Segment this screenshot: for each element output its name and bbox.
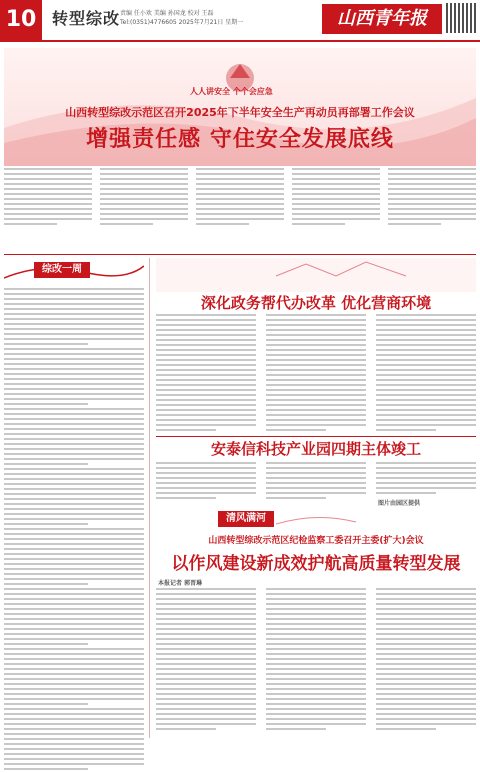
lead-col-1 [4, 168, 92, 228]
header-info-line2: Tel:(0351)4776605 2025年7月21日 星期一 [120, 19, 244, 26]
article3-col-1 [156, 462, 256, 502]
weekly-column-body [4, 288, 144, 740]
lead-kicker: 山西转型综改示范区召开2025年下半年安全生产再动员再部署工作会议 [65, 106, 415, 119]
article2-col-1 [156, 314, 256, 434]
lead-article-body [4, 168, 476, 250]
section-title: 转型综改 [52, 9, 121, 28]
weekly-column-text [4, 288, 144, 773]
article3-col-2 [266, 462, 366, 502]
article2-header-band [156, 258, 476, 292]
article2-headline: 深化政务帮代办改革 优化营商环境 [200, 294, 432, 312]
header-info-line1: 责编 任小欢 美编 孙国龙 校对 王磊 [120, 10, 214, 17]
header-rule [0, 40, 480, 42]
article2-header-decoration [156, 258, 476, 292]
weekly-column-tag: 综改一周 [34, 262, 90, 278]
bottom-col-3 [376, 588, 476, 733]
bottom-article-body [156, 588, 476, 738]
article3-headline: 安泰信科技产业园四期主体竣工 [210, 440, 421, 458]
bottom-tag-band [156, 510, 476, 528]
lead-headline: 增强责任感 守住安全发展底线 [86, 127, 394, 152]
qr-code-icon [446, 3, 476, 33]
article3-body [156, 462, 476, 504]
bottom-byline: 本报记者 郭晋琳 [158, 580, 203, 587]
bottom-kicker: 山西转型综改示范区纪检监察工委召开主委(扩大)会议 [208, 536, 424, 546]
column-rule [149, 258, 150, 738]
page-number: 10 [0, 0, 42, 40]
article3-col-3 [376, 462, 476, 497]
header-info [120, 9, 243, 27]
bottom-headline: 以作风建设新成效护航高质量转型发展 [171, 554, 461, 574]
lead-col-4 [292, 168, 380, 228]
lead-col-2 [100, 168, 188, 228]
bottom-col-1 [156, 588, 256, 733]
lead-col-5 [388, 168, 476, 228]
photo-caption: 图片由园区提供 [378, 500, 421, 507]
article2-body [156, 314, 476, 434]
divider [156, 436, 476, 437]
banner-slogan: 人人讲安全 个个会应急 [190, 87, 273, 96]
bottom-col-2 [266, 588, 366, 733]
bottom-tag-decoration [156, 510, 476, 528]
article2-col-3 [376, 314, 476, 434]
divider [4, 254, 476, 255]
masthead-logo: 山西青年报 [322, 4, 442, 34]
bottom-section-tag: 清风满河 [218, 511, 274, 527]
lead-col-3 [196, 168, 284, 228]
article2-col-2 [266, 314, 366, 434]
